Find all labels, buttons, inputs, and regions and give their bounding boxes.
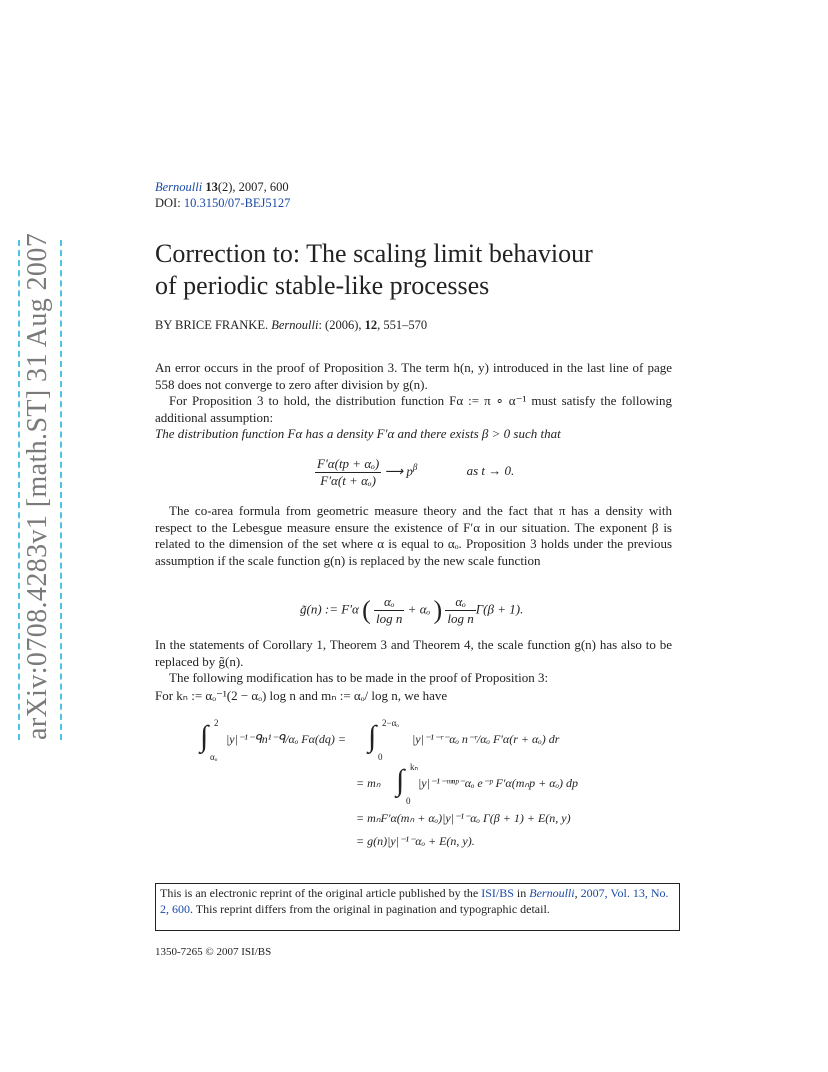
eq1-exponent: β bbox=[412, 462, 418, 473]
journal-link[interactable]: Bernoulli bbox=[155, 180, 203, 194]
reprint-text-2: . This reprint differs from the original in pagination and typographic detail. bbox=[190, 901, 550, 916]
byline-author: BY BRICE FRANKE. bbox=[155, 318, 269, 332]
eq2-numerator-2: αₒ bbox=[445, 594, 475, 611]
integral-sign-icon: ∫ bbox=[368, 720, 377, 753]
eq3-line4: = g(n)|y|⁻¹⁻αₒ + E(n, y). bbox=[356, 834, 475, 848]
eq2-tail: Γ(β + 1). bbox=[475, 601, 524, 617]
equation-ratio-limit bbox=[315, 456, 514, 489]
eq2-numerator-1: αₒ bbox=[374, 594, 404, 611]
eq1-denominator: F′α(t + αₒ) bbox=[320, 473, 376, 488]
eq2-denominator-1: log n bbox=[376, 611, 403, 626]
eq3-line1-rhs: |y|⁻¹⁻ʳ⁻αₒ n⁻ʳ/αₒ F′α(r + αₒ) dr bbox=[412, 732, 560, 746]
reprint-isi-link[interactable]: ISI/BS bbox=[481, 886, 514, 900]
paragraph-kn-mn: For kₙ := αₒ⁻¹(2 − αₒ) log n and mₙ := αₒ/ log n, we have bbox=[155, 688, 448, 703]
int2-upper: 2−αₒ bbox=[382, 718, 399, 728]
eq3-line1-lhs: |y|⁻¹⁻ᑫn¹⁻ᑫ/αₒ Fα(dq) = bbox=[226, 732, 346, 746]
reprint-notice bbox=[155, 883, 680, 931]
paragraph-corollary: In the statements of Corollary 1, Theorem 3 and Theorem 4, the scale function g(n) has also to be replaced by g̃(n). bbox=[155, 637, 672, 669]
paragraph-coarea: The co-area formula from geometric measure theory and the fact that π has a density with respect to the Lebesgue measure ensure the existence of F′α in our situation. The exponent β is related to the dimension of the set where α is equal to αₒ. Proposition 3 holds under the previous assumption if the scale function g(n) is replaced by the new scale function bbox=[155, 503, 672, 568]
byline-year: : (2006), bbox=[318, 318, 362, 332]
eq2-left-paren: ( bbox=[362, 595, 371, 625]
eq2-denominator-2: log n bbox=[447, 611, 474, 626]
byline-journal: Bernoulli bbox=[271, 318, 319, 332]
eq2-mid: + αₒ bbox=[407, 601, 431, 617]
eq3-line3: = mₙF′α(mₙ + αₒ)|y|⁻¹⁻αₒ Γ(β + 1) + E(n, y) bbox=[356, 811, 571, 825]
paragraph-1: An error occurs in the proof of Proposition 3. The term h(n, y) introduced in the last line of page 558 does not converge to zero after division by g(n). bbox=[155, 360, 672, 392]
int1-lower: αₒ bbox=[210, 752, 218, 762]
eq2-lhs: g̃(n) := F′α bbox=[300, 601, 359, 617]
arxiv-identifier[interactable]: arXiv:0708.4283v1 [math.ST] 31 Aug 2007 bbox=[22, 232, 53, 740]
journal-issue: (2), 2007, 600 bbox=[217, 180, 289, 194]
byline-pages: , 551–570 bbox=[377, 318, 428, 332]
int1-upper: 2 bbox=[214, 718, 219, 728]
journal-header bbox=[155, 180, 289, 195]
int3-upper: kₙ bbox=[410, 762, 419, 772]
doi-link[interactable]: 10.3150/07-BEJ5127 bbox=[183, 196, 291, 210]
byline-volume: 12 bbox=[364, 318, 378, 332]
reprint-in: in bbox=[516, 886, 527, 900]
page-title bbox=[155, 238, 715, 302]
integral-sign-icon: ∫ bbox=[396, 764, 405, 797]
equation-integral-chain bbox=[200, 718, 680, 858]
eq1-numerator: F′α(tp + αₒ) bbox=[317, 456, 380, 471]
paragraph-2: For Proposition 3 to hold, the distribution function Fα := π ∘ α⁻¹ must satisfy the following additional assumption: bbox=[155, 393, 672, 425]
paragraph-modification: The following modification has to be made in the proof of Proposition 3: bbox=[169, 670, 549, 685]
integral-sign-icon: ∫ bbox=[200, 720, 209, 753]
eq3-line2-lhs: = mₙ bbox=[356, 776, 381, 790]
eq2-fraction-2 bbox=[445, 594, 475, 627]
paragraph-assumption: The distribution function Fα has a density F′α and there exists β > 0 such that bbox=[155, 426, 561, 441]
equation-scale-function bbox=[300, 594, 523, 627]
eq2-right-paren: ) bbox=[433, 595, 443, 625]
journal-volume: 13 bbox=[205, 180, 218, 194]
title-line-2: of periodic stable-like processes bbox=[155, 271, 490, 300]
reprint-ref-link[interactable]: 2007, Vol. 13, No. 2, 600 bbox=[160, 886, 669, 916]
doi-line bbox=[155, 196, 290, 211]
reprint-comma: , bbox=[574, 886, 578, 900]
eq3-integral-1 bbox=[200, 718, 219, 762]
eq3-integral-2 bbox=[368, 718, 399, 762]
reprint-text-1: This is an electronic reprint of the original article published by the bbox=[160, 886, 479, 900]
eq3-integral-3 bbox=[396, 762, 419, 806]
eq1-rhs: ⟶ p bbox=[384, 463, 413, 479]
eq3-line2-rhs: |y|⁻¹⁻ᵐⁿᵖ⁻αₒ e⁻ᵖ F′α(mₙp + αₒ) dp bbox=[418, 776, 578, 790]
copyright-footer: 1350-7265 © 2007 ISI/BS bbox=[155, 946, 272, 958]
eq2-fraction-1 bbox=[374, 594, 404, 627]
byline bbox=[155, 318, 427, 333]
eq1-fraction bbox=[315, 456, 381, 489]
doi-label: DOI: bbox=[155, 196, 181, 210]
int3-lower: 0 bbox=[406, 796, 411, 806]
int2-lower: 0 bbox=[378, 752, 383, 762]
title-line-1: Correction to: The scaling limit behaviour bbox=[155, 239, 593, 268]
eq1-condition: as t → 0. bbox=[466, 463, 515, 479]
reprint-journal-link[interactable]: Bernoulli bbox=[529, 886, 575, 900]
